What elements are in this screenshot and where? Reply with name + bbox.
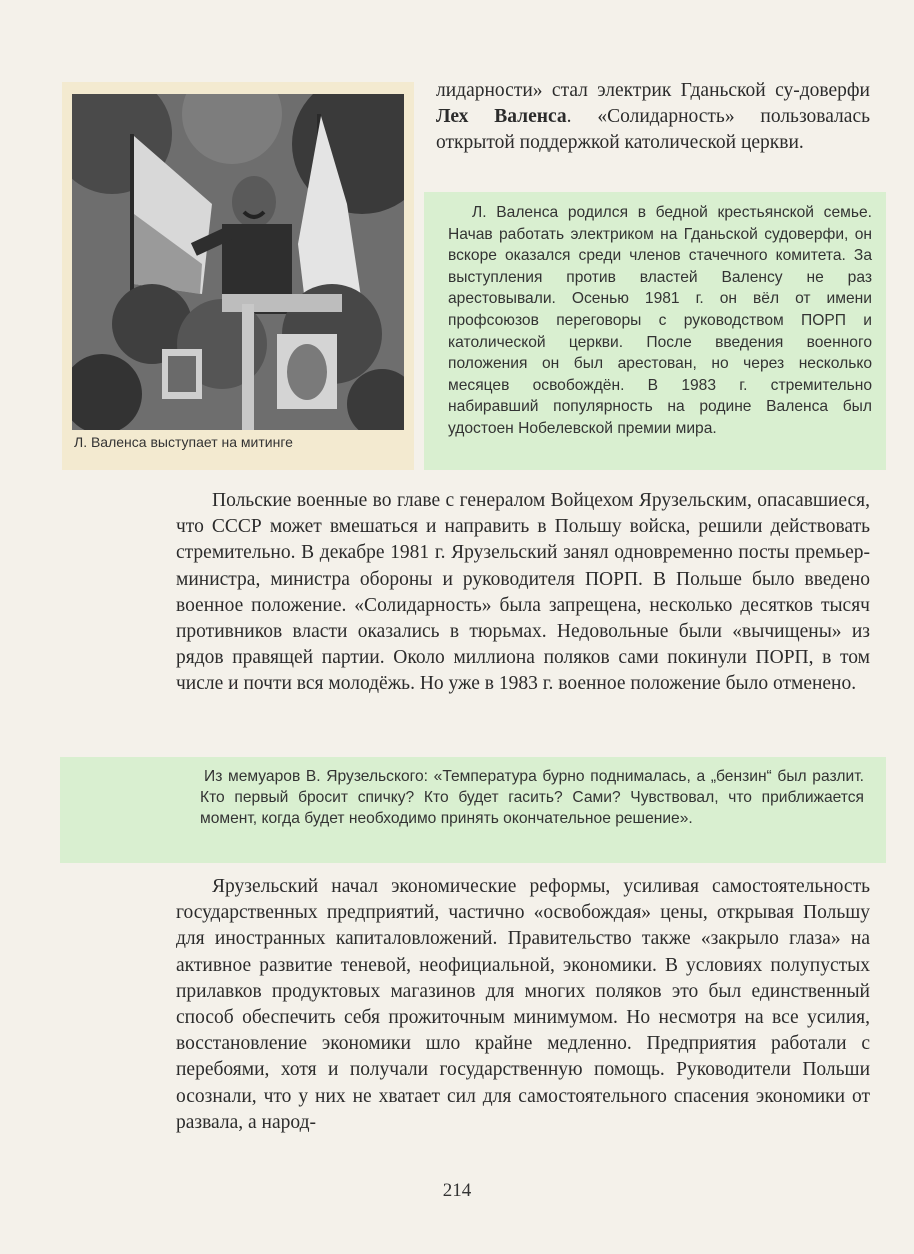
intro-paragraph [436,78,870,157]
intro-text-end: . «Солидарность» пользовалась открытой поддержкой католической церкви. [436,106,870,154]
intro-text-start: лидарности» стал электрик Гданьской су-доверфи [436,80,870,101]
walesa-rally-photo [72,94,404,430]
photo-illustration [72,94,404,430]
paragraph-2-text: Ярузельский начал экономические реформы, усиливая самостоятельность государственных предприятий, частично «освобождая» цены, открывая Польшу для иностранных капиталовложений. Правительство также «закрыло глаза» на активное развитие теневой, неофициальной, экономики. В условиях полупустых прилавков продуктовых магазинов для многих поляков это был единственный способ обеспечить себя прожиточным минимумом. Но несмотря на все усилия, восстановление экономики шло крайне медленно. Предприятия работали с перебоями, хотя и получали государственную помощь. Руководители Польши осознали, что у них не хватает сил для самостоятельного спасения экономики от развала, а народ- [176,876,870,1133]
main-paragraph-2 [176,874,870,1136]
photo-caption: Л. Валенса выступает на митинге [74,434,293,450]
photo-block [62,82,414,470]
main-paragraph-1 [176,488,870,698]
walesa-bio-text: Л. Валенса родился в бедной крестьянской семье. Начав работать электриком на Гданьской судоверфи, он вскоре оказался среди членов стачечного комитета. За выступления против властей Валенсу не раз арестовывали. Осенью 1981 г. он вёл от имени профсоюзов переговоры с руководством ПОРП и католической церкви. После введения военного положения он был арестован, но через несколько месяцев освобождён. В 1983 г. стремительно набиравший популярность на родине Валенса был удостоен Нобелевской премии мира. [448,204,872,437]
walesa-name: Лех Валенса [436,106,567,128]
memoir-text: Из мемуаров В. Ярузельского: «Температура бурно поднималась, а „бензин“ был разлит. Кто первый бросит спичку? Кто будет гасить? Сами? Чувствовал, что приближается момент, когда будет необходимо принять окончательное решение». [200,768,864,828]
jaruzelski-memoir-box [60,757,886,863]
paragraph-1-text: Польские военные во главе с генералом Войцехом Ярузельским, опасавшиеся, что СССР может вмешаться и направить в Польшу войска, решили действовать стремительно. В декабре 1981 г. Ярузельский занял одновременно посты премьер-министра, министра обороны и руководителя ПОРП. В Польше было введено военное положение. «Солидарность» была запрещена, несколько десятков тысяч противников власти оказались в тюрьмах. Недовольные были «вычищены» из рядов правящей партии. Около миллиона поляков сами покинули ПОРП, в том числе и почти вся молодёжь. Но уже в 1983 г. военное положение было отменено. [176,490,870,695]
page-number: 214 [442,1180,472,1201]
walesa-bio-box [424,192,886,470]
